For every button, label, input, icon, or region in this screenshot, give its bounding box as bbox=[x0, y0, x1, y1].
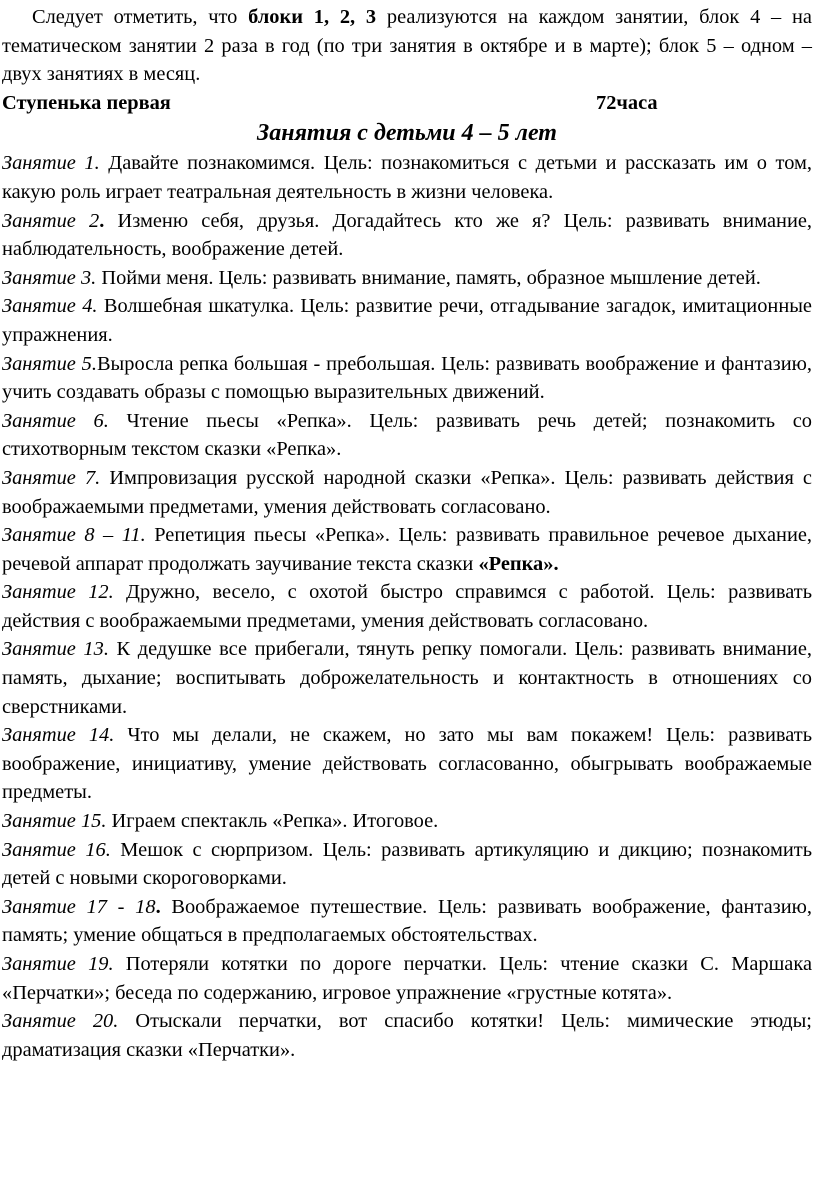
lesson-label: Занятие 8 – 11. bbox=[2, 524, 146, 547]
intro-blocks-bold: блоки 1, 2, 3 bbox=[248, 6, 377, 28]
lesson-paragraph bbox=[2, 149, 812, 206]
lesson-text: Играем спектакль «Репка». Итоговое. bbox=[106, 810, 439, 833]
lesson-text: Волшебная шкатулка. Цель: развитие речи, отгадывание загадок, имитационные упражнения. bbox=[2, 295, 812, 346]
lesson-label: Занятие 17 - 18 bbox=[2, 895, 156, 918]
lesson-label: Занятие 2 bbox=[2, 209, 100, 232]
stage-title: Ступенька первая bbox=[2, 91, 171, 114]
lesson-text: Чтение пьесы «Репка». Цель: развивать речь детей; познакомить со стихотворным текстом сказки «Репка». bbox=[2, 409, 812, 461]
lesson-label: Занятие 16. bbox=[2, 838, 111, 861]
lesson-label-dot: . bbox=[99, 209, 105, 232]
lesson-paragraph bbox=[2, 578, 812, 635]
lesson-label: Занятие 15. bbox=[2, 810, 107, 833]
document-page bbox=[0, 3, 816, 1064]
lesson-text: Отыскали перчатки, вот спасибо котятки! Цель: мимические этюды; драматизация сказки «Перчатки». bbox=[2, 1010, 812, 1061]
intro-text-start: Следует отметить, что bbox=[32, 6, 249, 28]
lesson-label: Занятие 4. bbox=[2, 295, 98, 318]
lesson-paragraph bbox=[2, 350, 812, 407]
lesson-text: Потеряли котятки по дороге перчатки. Цель: чтение сказки С. Маршака «Перчатки»; беседа по содержанию, игровое упражнение «грустные котята». bbox=[2, 953, 812, 1004]
lesson-paragraph bbox=[2, 292, 812, 349]
lesson-text: Пойми меня. Цель: развивать внимание, память, образное мышление детей. bbox=[96, 266, 761, 289]
lesson-label: Занятие 3. bbox=[2, 266, 97, 289]
lesson-label: Занятие 6. bbox=[2, 409, 109, 432]
lesson-paragraph bbox=[2, 264, 812, 293]
lesson-paragraph bbox=[2, 836, 812, 893]
lesson-paragraph bbox=[2, 464, 812, 521]
lesson-paragraph bbox=[2, 807, 812, 836]
lesson-paragraph bbox=[2, 721, 812, 807]
lesson-paragraph bbox=[2, 635, 812, 721]
lesson-label: Занятие 12. bbox=[2, 581, 114, 604]
lesson-text: Мешок с сюрпризом. Цель: развивать артикуляцию и дикцию; познакомить детей с новыми скороговорками. bbox=[2, 838, 812, 890]
lesson-label: Занятие 19. bbox=[2, 953, 114, 975]
lesson-text: Выросла репка большая - пребольшая. Цель: развивать воображение и фантазию, учить создавать образы с помощью выразительных движений. bbox=[2, 352, 812, 404]
stage-heading bbox=[2, 89, 812, 118]
stage-hours: 72часа bbox=[596, 91, 658, 114]
lesson-text: К дедушке все прибегали, тянуть репку помогали. Цель: развивать внимание, память, дыхание; воспитывать доброжелательность и контактность в отношениях со сверстниками. bbox=[2, 638, 812, 718]
lesson-text-bold: «Репка». bbox=[478, 552, 559, 575]
lesson-text: Что мы делали, не скажем, но зато мы вам покажем! Цель: развивать воображение, инициативу, умение действовать согласованно, обыгрывать воображаемые предметы. bbox=[2, 724, 813, 804]
lesson-paragraph bbox=[2, 207, 812, 264]
lessons-list bbox=[2, 149, 812, 1064]
lesson-label-dot: . bbox=[155, 895, 161, 918]
lesson-text: Дружно, весело, с охотой быстро справимся с работой. Цель: развивать действия с воображаемыми предметами, умения действовать согласовано. bbox=[2, 581, 812, 632]
lesson-paragraph bbox=[2, 521, 812, 578]
lesson-paragraph bbox=[2, 893, 812, 950]
lesson-label: Занятие 5. bbox=[2, 352, 97, 375]
lesson-text: Репетиция пьесы «Репка». Цель: развивать правильное речевое дыхание, речевой аппарат продолжать заучивание текста сказки bbox=[2, 524, 813, 575]
section-title: Занятия с детьми 4 – 5 лет bbox=[257, 120, 557, 147]
lesson-text: Воображаемое путешествие. Цель: развивать воображение, фантазию, память; умение общаться в предполагаемых обстоятельствах. bbox=[2, 895, 812, 947]
lesson-paragraph bbox=[2, 1007, 812, 1064]
intro-paragraph bbox=[2, 3, 812, 89]
lesson-label: Занятие 13. bbox=[2, 638, 109, 661]
lesson-text: Давайте познакомимся. Цель: познакомиться с детьми и рассказать им о том, какую роль играет театральная деятельность в жизни человека. bbox=[2, 152, 812, 203]
intro-text-end: реализуются на каждом занятии, блок 4 – на тематическом занятии 2 раза в год (по три занятия в октябре и в марте); блок 5 – одном – двух занятиях в месяц. bbox=[2, 6, 812, 86]
lesson-paragraph bbox=[2, 950, 812, 1007]
lesson-text: Изменю себя, друзья. Догадайтесь кто же я? Цель: развивать внимание, наблюдательность, воображение детей. bbox=[2, 209, 813, 261]
lesson-text: Импровизация русской народной сказки «Репка». Цель: развивать действия с воображаемыми предметами, умения действовать согласовано. bbox=[2, 466, 812, 518]
lesson-label: Занятие 20. bbox=[2, 1010, 119, 1033]
lesson-label: Занятие 1. bbox=[2, 152, 100, 175]
lesson-label: Занятие 7. bbox=[2, 466, 101, 489]
lesson-paragraph bbox=[2, 407, 812, 464]
lesson-label: Занятие 14. bbox=[2, 724, 115, 747]
